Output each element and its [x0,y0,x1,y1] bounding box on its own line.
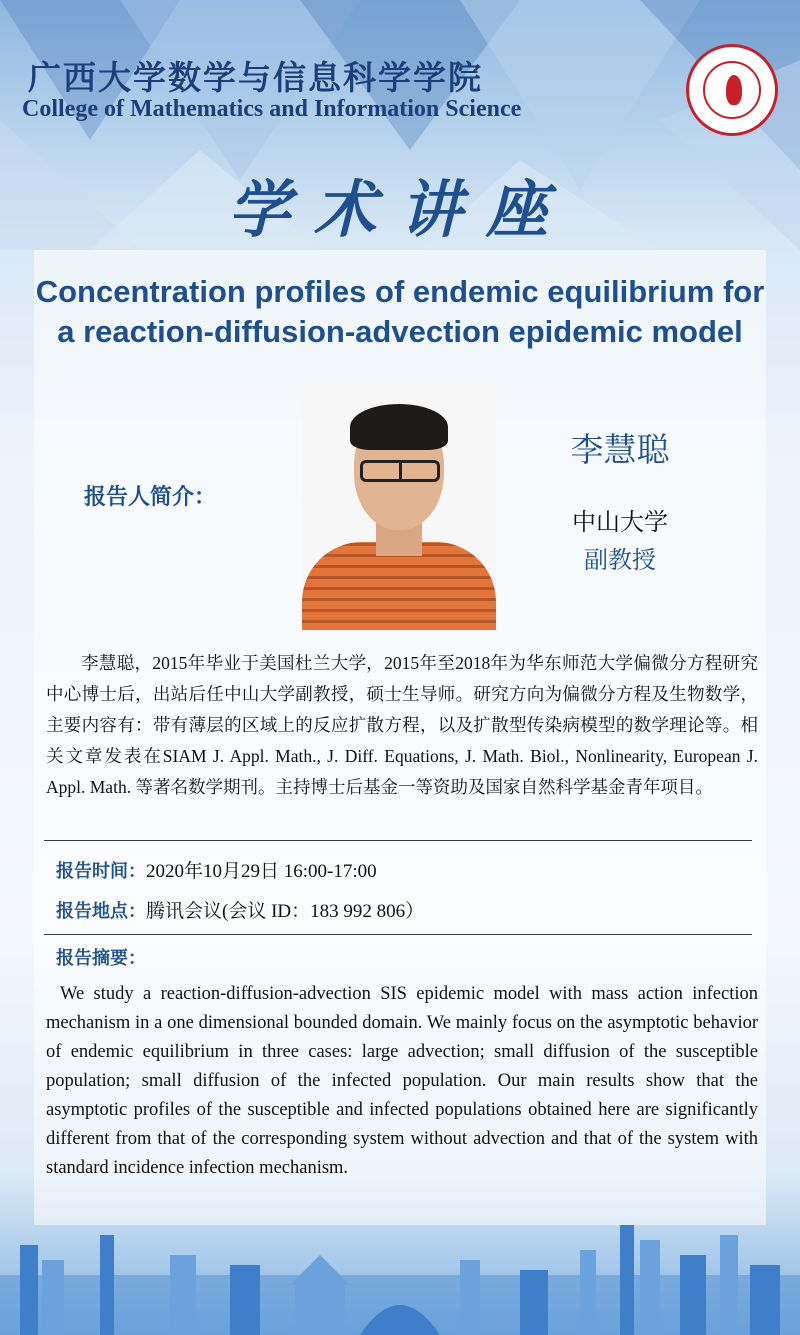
college-name-cn: 广西大学数学与信息科学学院 [28,58,483,97]
seal-ring [703,61,761,119]
divider [44,840,752,841]
place-label: 报告地点： [56,901,146,922]
speaker-photo [302,384,496,630]
header [0,0,800,250]
divider [44,934,752,935]
talk-title-line1: Concentration profiles of endemic equilibrium for [35,274,765,309]
speaker-label: 报告人简介： [84,485,217,510]
speaker-position: 副教授 [584,546,656,574]
place-row [56,896,424,923]
seal-flame-icon [726,75,742,105]
talk-title [20,272,780,352]
time-row [56,856,377,883]
speaker-name: 李慧聪 [570,430,670,469]
abstract-label: 报告摘要： [56,948,146,969]
speaker-bio: 李慧聪，2015年毕业于美国杜兰大学，2015年至2018年为华东师范大学偏微分方程研究中心博士后，出站后任中山大学副教授，硕士生导师。研究方向为偏微分方程及生物数学，主要内容有：带有薄层的区域上的反应扩散方程，以及扩散型传染病模型的数学理论等。相关文章发表在SIAM J. Appl. Math., J. Diff. Equations, J. Math. Biol., Nonlinearity, European J. Appl. Math. 等著名数学期刊。主持博士后基金一等资助及国家自然科学基金青年项目。 [46,653,758,797]
banner-title: 学术讲座 [227,173,572,246]
time-label: 报告时间： [56,861,146,882]
time-value: 2020年10月29日 16:00-17:00 [146,861,377,882]
talk-title-line2: a reaction-diffusion-advection epidemic model [57,314,743,349]
university-seal-icon [686,44,778,136]
college-name-en: College of Mathematics and Information Science [22,96,522,122]
photo-hair [350,404,448,450]
place-value: 腾讯会议(会议 ID：183 992 806） [146,901,425,922]
abstract-text: We study a reaction-diffusion-advection SIS epidemic model with mass action infection mechanism in a one dimensional bounded domain. We mainly focus on the asymptotic behavior of endemic equilibrium in three cases: large advection; small diffusion of the susceptible population; small diffusion of the infected population. Our main results show that the asymptotic profiles of the susceptible and infected populations obtained here are significantly different from that of the corresponding system without advection and that of the system with standard incidence infection mechanism. [46,984,758,1178]
photo-glasses [360,460,440,482]
city-skyline-decoration [0,1215,800,1335]
speaker-affiliation: 中山大学 [572,508,668,536]
